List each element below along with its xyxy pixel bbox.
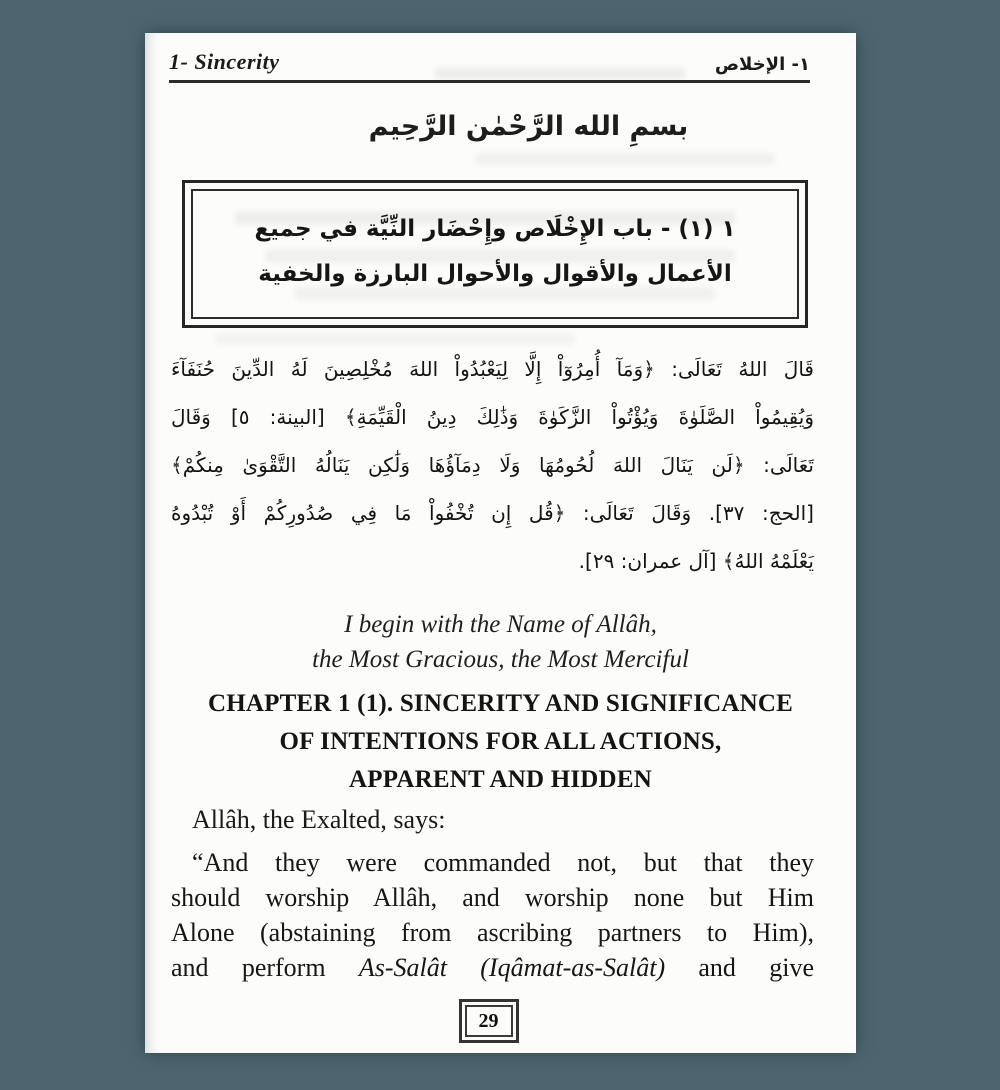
quote-line: “And they were commanded not, but that they [192,848,814,877]
chapter-heading-line1: CHAPTER 1 (1). SINCERITY AND SIGNIFICANCE [207,690,794,717]
quran-line: تَعَالَى: ﴿لَن يَنَالَ اللهَ لُحُومُهَا وَلَا دِمَآؤُهَا وَلَٰكِن يَنَالُهُ التَّقْوَىٰ مِنكُمْ﴾ [171,453,814,477]
chapter-title-arabic-line2: الأعمال والأقوال والأحوال البارزة والخفية [258,261,732,287]
chapter-heading-line3: APPARENT AND HIDDEN [349,766,652,793]
chapter-heading-line2: OF INTENTIONS FOR ALL ACTIONS, [279,728,722,755]
quran-line: وَيُقِيمُواْ الصَّلَوٰةَ وَيُؤْتُواْ الزَّكَوٰةَ وَذَٰلِكَ دِينُ الْقَيِّمَةِ﴾ [البينة: ٥] وَقَالَ [171,405,814,429]
scan-bleed-artifact [215,333,575,345]
quote-line4-transliteration: As-Salât (Iqâmat-as-Salât) [358,953,666,982]
quran-line: قَالَ اللهُ تَعَالَى: ﴿وَمَآ أُمِرُوٓاْ إِلَّا لِيَعْبُدُواْ اللهَ مُخْلِصِينَ لَهُ الدِّينَ حُنَفَآءَ [171,357,814,381]
quote-line4-post: and give [665,953,814,982]
page-number-area [133,999,844,1043]
page-number: 29 [465,1005,513,1037]
book-page [145,33,856,1053]
quran-line: يَعْلَمْهُ اللهُ﴾ [آل عمران: ٢٩]. [578,549,814,573]
quote-line [171,950,814,985]
quote-line4-pre: and perform [171,953,359,982]
quote-line: Alone (abstaining from ascribing partners to Him), [171,918,814,947]
body-quote-paragraph [171,845,814,985]
body-intro-line: Allâh, the Exalted, says: [192,805,446,834]
quran-line: [الحج: ٣٧]. وَقَالَ تَعَالَى: ﴿قُل إِن تُخْفُواْ مَا فِي صُدُورِكُمْ أَوْ تُبْدُوهُ [171,501,814,525]
basmala-translation-line2: the Most Gracious, the Most Merciful [312,646,689,673]
bismillah-calligraphy: بسمِ الله الرَّحْمٰن الرَّحِيم [368,111,689,142]
chapter-title-box [182,180,808,328]
running-head-title-english: 1- Sincerity [169,49,280,74]
chapter-heading [145,685,856,799]
scan-bleed-artifact [475,153,775,165]
chapter-title-arabic-line1: ١ (١) - باب الإِخْلَاص وإِحْضَار النِّيَّة في جميع [254,216,736,242]
running-head-title-arabic: ١- الإخلاص [714,54,810,75]
quote-line: should worship Allâh, and worship none but Him [171,883,814,912]
basmala-translation-line1: I begin with the Name of Allâh, [344,611,657,638]
running-head [169,49,810,83]
basmala-translation [145,607,856,677]
quran-verses-arabic [171,345,814,585]
chapter-title-box-inner [191,189,799,319]
page-number-box [459,999,519,1043]
